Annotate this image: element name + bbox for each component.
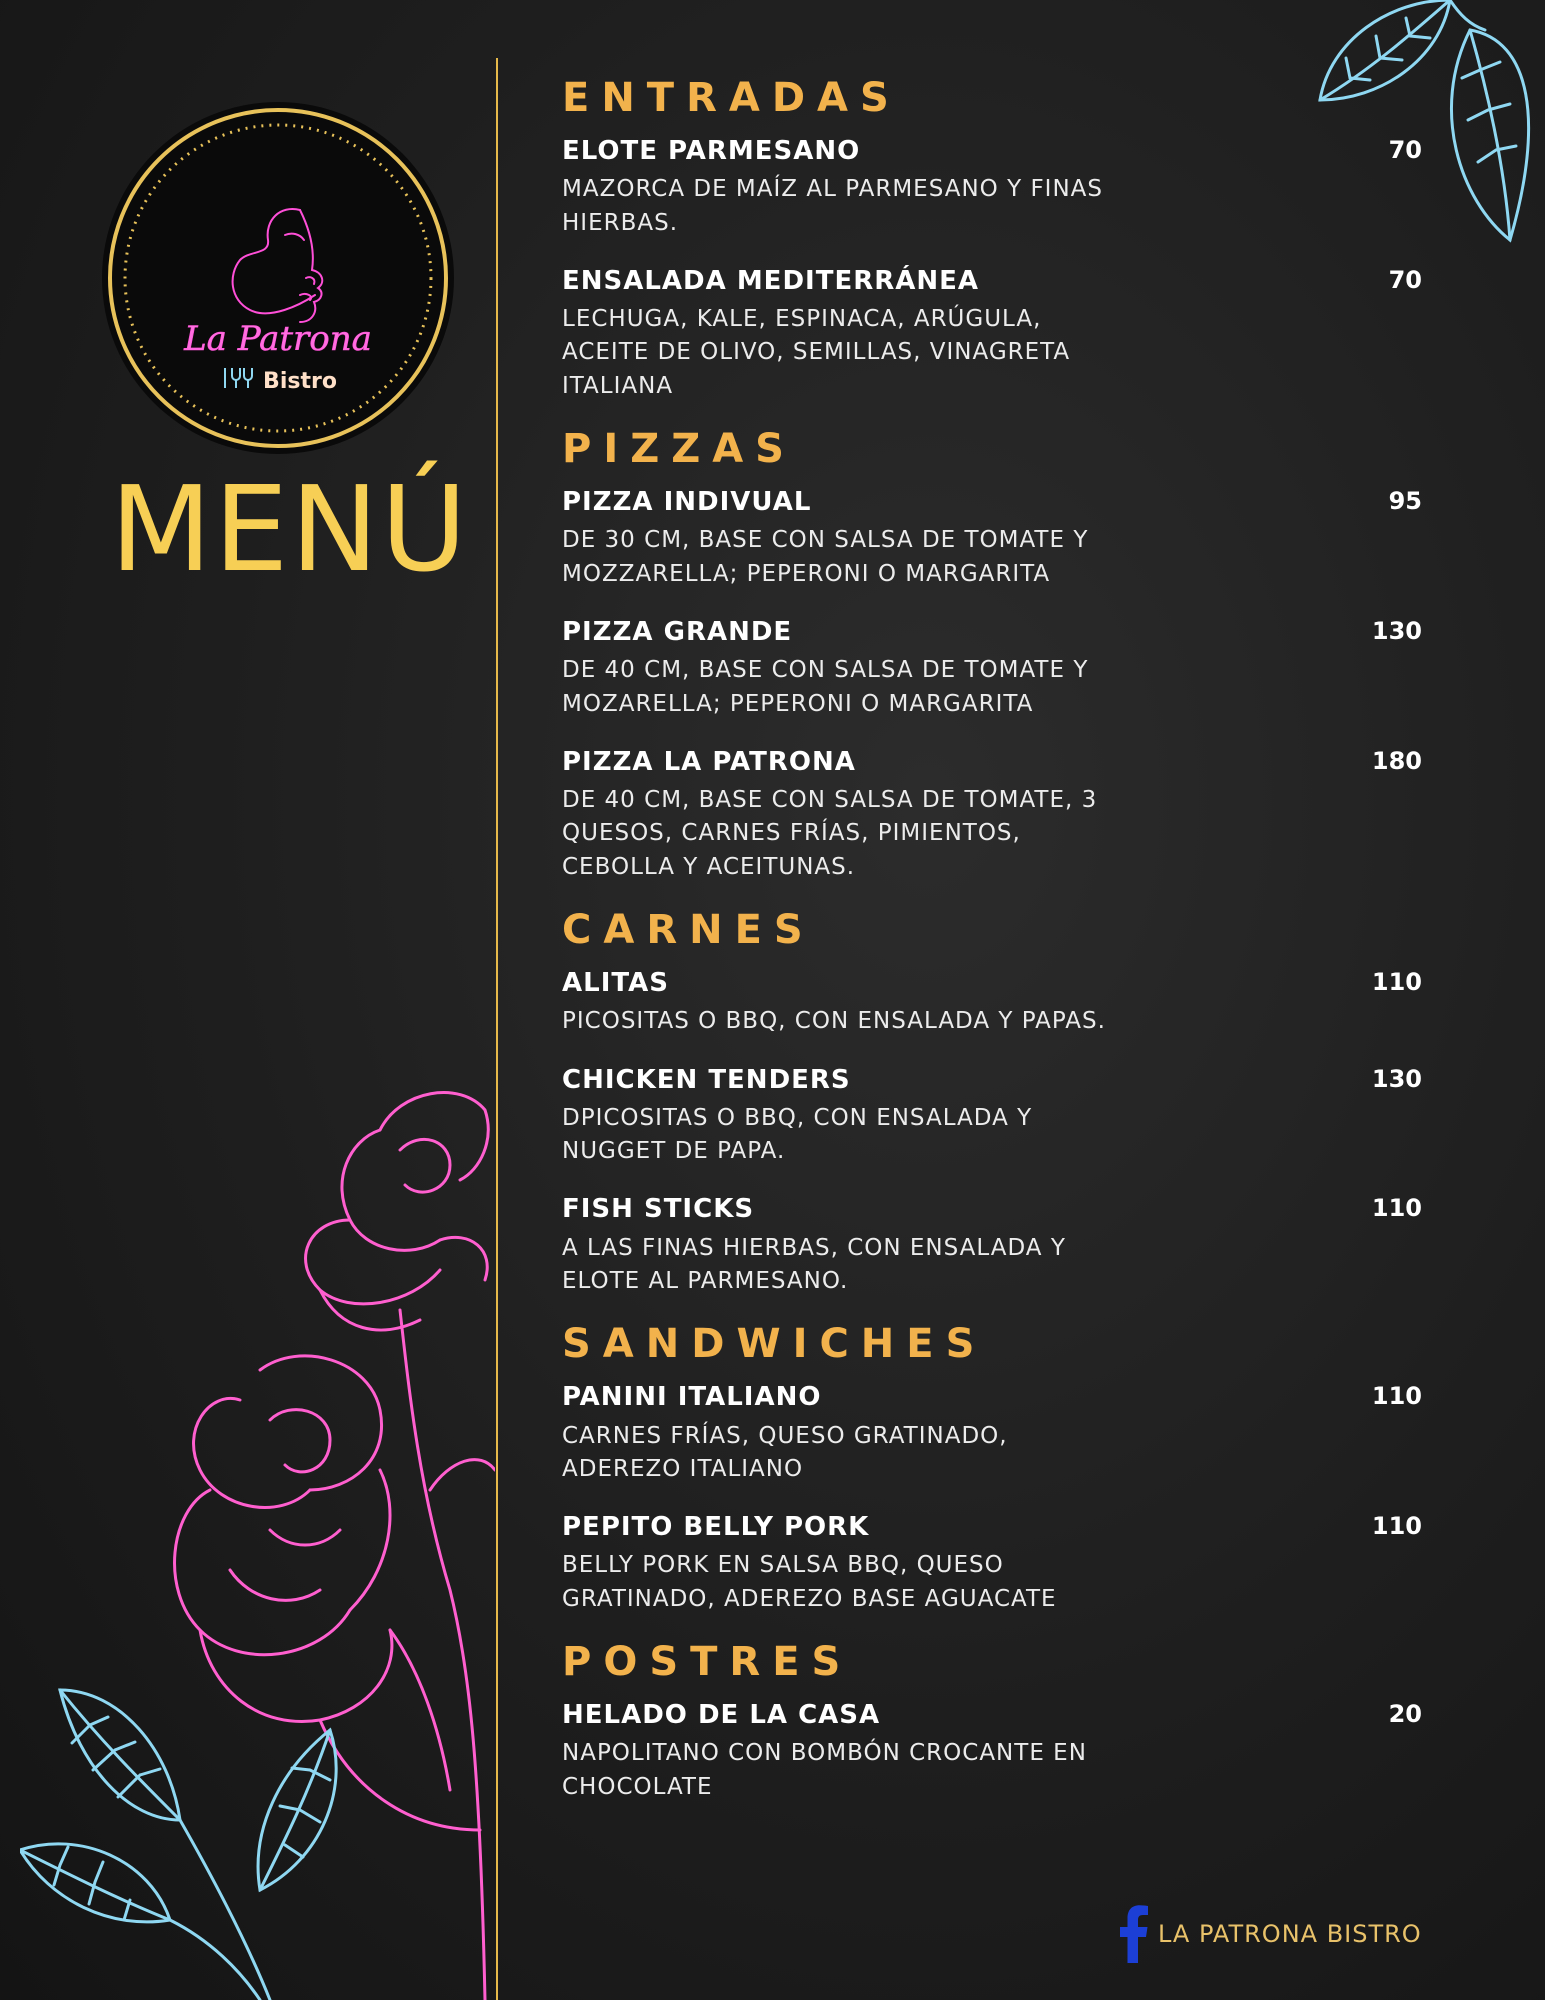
menu-item <box>562 487 1422 591</box>
section-entradas <box>562 75 1422 403</box>
section-title: SANDWICHES <box>562 1321 987 1368</box>
item-description: CARNES FRÍAS, QUESO GRATINADO, ADEREZO ITALIANO <box>562 1422 1008 1482</box>
item-description: DE 40 CM, BASE CON SALSA DE TOMATE Y MOZARELLA; PEPERONI O MARGARITA <box>562 657 1089 717</box>
section-pizzas <box>562 426 1422 884</box>
item-name: ELOTE PARMESANO <box>562 136 861 166</box>
menu-item <box>562 266 1422 403</box>
item-price: 70 <box>1388 136 1422 164</box>
item-name: PEPITO BELLY PORK <box>562 1512 870 1543</box>
item-price: 110 <box>1371 968 1422 997</box>
item-name: HELADO DE LA CASA <box>562 1700 881 1731</box>
menu-item <box>562 1194 1422 1298</box>
item-price: 180 <box>1371 746 1422 775</box>
item-description: PICOSITAS O BBQ, CON ENSALADA Y PAPAS. <box>562 1008 1106 1035</box>
menu-item <box>562 1065 1422 1169</box>
item-name: PIZZA GRANDE <box>562 616 793 647</box>
social-footer[interactable] <box>1120 1905 1422 1963</box>
menu-item <box>562 747 1422 884</box>
menu-item <box>562 136 1422 240</box>
logo <box>100 100 456 456</box>
item-description: BELLY PORK EN SALSA BBQ, QUESO GRATINADO, ADEREZO BASE AGUACATE <box>562 1552 1057 1612</box>
item-price: 110 <box>1371 1512 1422 1541</box>
menu-item <box>562 968 1422 1039</box>
item-name: CHICKEN TENDERS <box>562 1064 851 1095</box>
menu-item <box>562 1512 1422 1616</box>
item-name: PANINI ITALIANO <box>562 1382 822 1413</box>
item-price: 70 <box>1388 265 1422 294</box>
item-description: DPICOSITAS O BBQ, CON ENSALADA Y NUGGET DE PAPA. <box>562 1104 1033 1165</box>
menu-item <box>562 1382 1422 1486</box>
item-description: A LAS FINAS HIERBAS, CON ENSALADA Y ELOTE AL PARMESANO. <box>562 1234 1066 1294</box>
item-price: 110 <box>1371 1382 1422 1411</box>
section-title: ENTRADAS <box>562 75 901 121</box>
item-description: LECHUGA, KALE, ESPINACA, ARÚGULA, ACEITE DE OLIVO, SEMILLAS, VINAGRETA ITALIANA <box>562 306 1071 399</box>
section-title: CARNES <box>562 907 815 954</box>
section-title: PIZZAS <box>562 426 796 473</box>
item-description: DE 30 CM, BASE CON SALSA DE TOMATE Y MOZZARELLA; PEPERONI O MARGARITA <box>562 527 1089 587</box>
item-description: NAPOLITANO CON BOMBÓN CROCANTE EN CHOCOLATE <box>562 1740 1087 1800</box>
item-name: ENSALADA MEDITERRÁNEA <box>562 265 980 296</box>
item-price: 20 <box>1388 1700 1422 1729</box>
item-name: FISH STICKS <box>562 1194 755 1225</box>
item-name: PIZZA INDIVUAL <box>562 487 812 518</box>
item-description: DE 40 CM, BASE CON SALSA DE TOMATE, 3 QUESOS, CARNES FRÍAS, PIMIENTOS, CEBOLLA Y ACEITUNAS. <box>562 787 1098 880</box>
section-title: POSTRES <box>562 1639 853 1686</box>
logo-name: La Patrona <box>184 319 372 359</box>
item-name: PIZZA LA PATRONA <box>562 746 856 777</box>
footer-social-name[interactable]: LA PATRONA BISTRO <box>1158 1920 1422 1948</box>
menu-item <box>562 1700 1422 1804</box>
page-title: MENÚ <box>110 460 470 598</box>
item-price: 95 <box>1388 487 1422 516</box>
facebook-icon[interactable] <box>1120 1905 1148 1963</box>
blue-leaves-icon <box>20 1670 360 2000</box>
section-sandwiches <box>562 1321 1422 1616</box>
item-description: MAZORCA DE MAÍZ AL PARMESANO Y FINAS HIERBAS. <box>562 176 1104 236</box>
section-carnes <box>562 907 1422 1298</box>
menu-list <box>562 75 1422 1830</box>
section-postres <box>562 1639 1422 1804</box>
item-price: 130 <box>1371 1064 1422 1093</box>
menu-item <box>562 617 1422 721</box>
item-price: 130 <box>1371 616 1422 645</box>
item-price: 110 <box>1371 1194 1422 1223</box>
vertical-divider <box>496 58 498 2000</box>
item-name: ALITAS <box>562 968 669 999</box>
logo-sub: Bistro <box>263 369 337 394</box>
logo-badge <box>100 100 456 456</box>
